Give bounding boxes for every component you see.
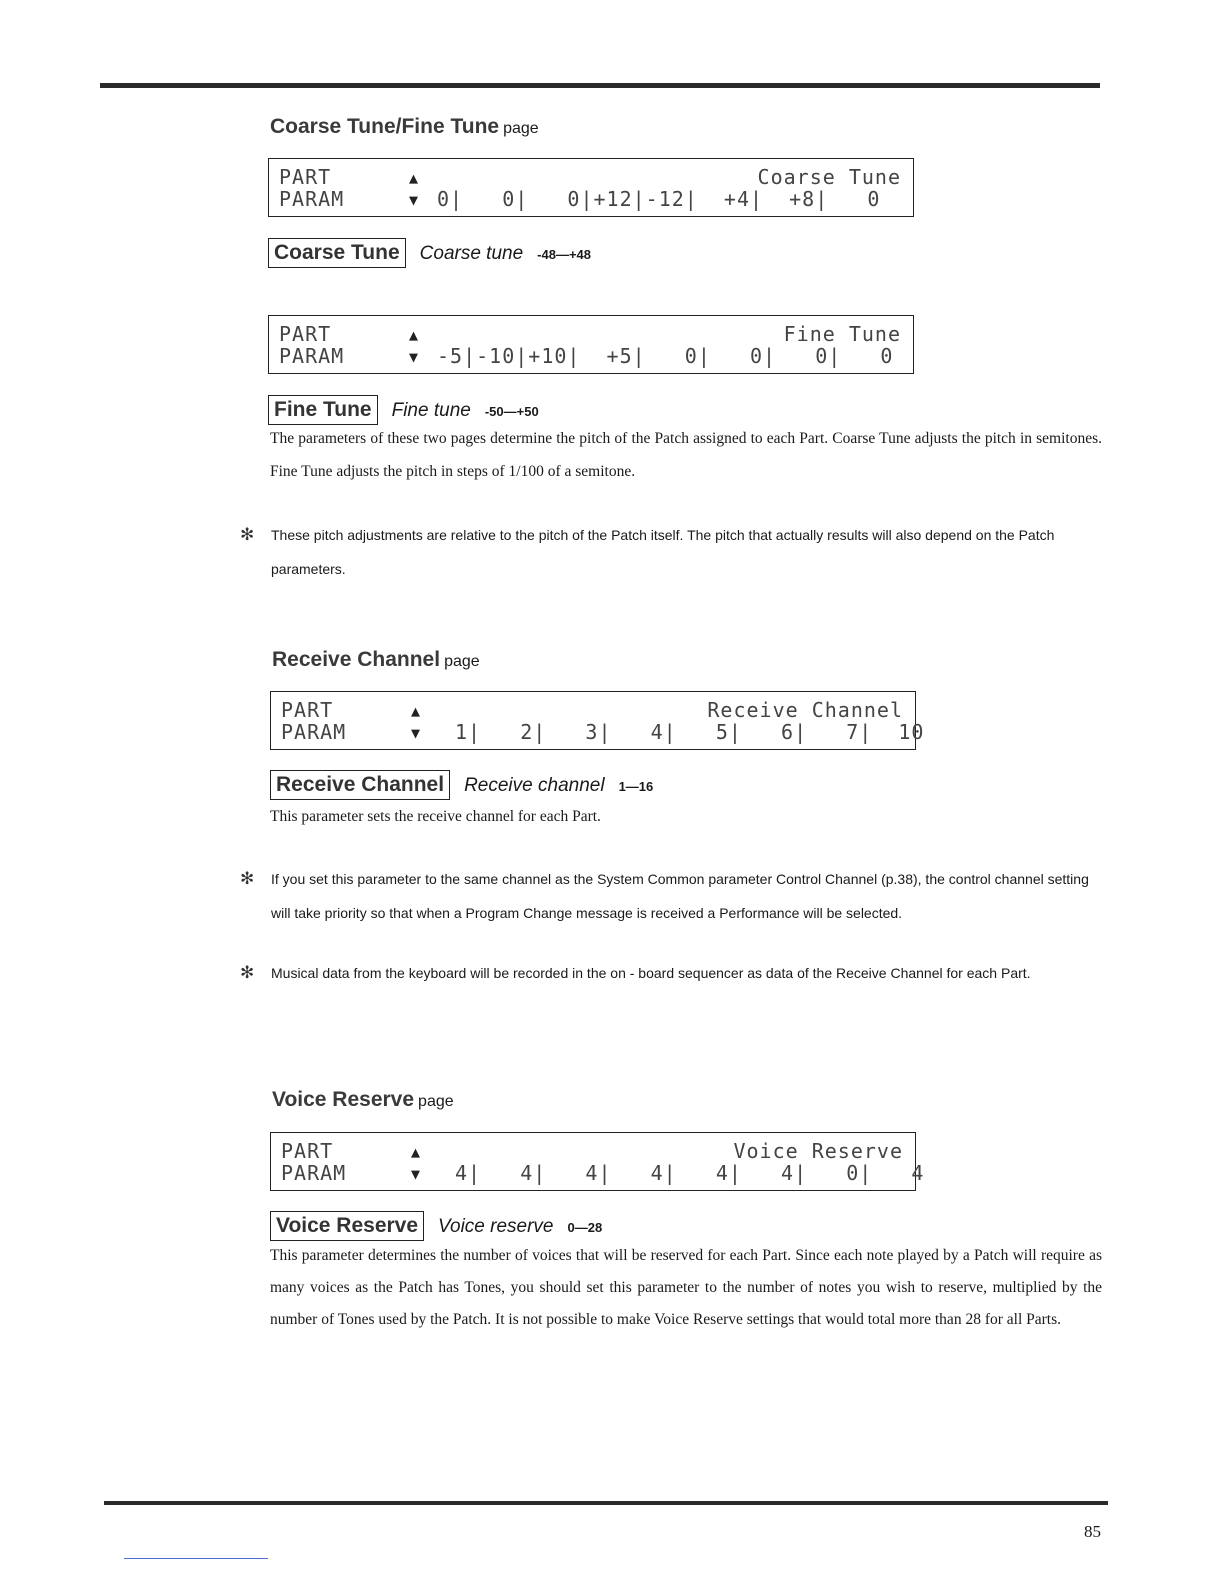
param-box: Receive Channel: [270, 770, 450, 800]
asterisk-icon: ✻: [240, 869, 255, 888]
receive-channel-heading: [272, 648, 480, 672]
lcd-param-label: PARAM: [281, 1161, 347, 1185]
param-desc: Fine tune: [391, 400, 471, 421]
asterisk-icon: ✻: [240, 963, 255, 982]
heading-suffix: page: [444, 653, 480, 670]
param-range: -48—+48: [537, 247, 592, 262]
voice-reserve-lcd: [270, 1132, 925, 1191]
lcd-part-label: PART: [281, 698, 334, 722]
heading-suffix: page: [418, 1093, 454, 1110]
lcd-param-label: PARAM: [279, 187, 345, 211]
param-box: Coarse Tune: [268, 238, 406, 268]
lcd-part-label: PART: [281, 1139, 334, 1163]
heading-suffix: page: [503, 120, 539, 137]
voice-reserve-heading: [272, 1088, 454, 1112]
lcd-values: 1| 2| 3| 4| 5| 6| 7| 10: [455, 720, 925, 744]
param-desc: Voice reserve: [438, 1216, 554, 1237]
voice-body-text: This parameter determines the number of voices that will be reserved for each Part. Since each note played by a Patch will require as many voices as the Patch has Tones, you should set this parameter to the number of notes you wish to reserve, multiplied by the number of Tones used by the Patch. It is not possible to make Voice Reserve settings that would total more than 28 for all Parts.: [270, 1247, 1102, 1328]
bottom-rule: [104, 1501, 1108, 1505]
coarse-fine-heading: [270, 115, 539, 139]
lcd-title: Voice Reserve: [733, 1139, 903, 1163]
scroll-up-icon: ▲: [411, 1143, 422, 1161]
receive-note-1: [240, 862, 1102, 930]
page-number: 85: [1084, 1522, 1101, 1541]
scroll-up-icon: ▲: [409, 326, 420, 344]
param-desc: Coarse tune: [419, 243, 524, 264]
param-range: 1—16: [618, 779, 654, 794]
lcd-values: 4| 4| 4| 4| 4| 4| 0| 4: [455, 1161, 925, 1185]
coarse-tune-lcd: [268, 158, 914, 217]
param-box: Fine Tune: [268, 395, 378, 425]
tune-body-text: The parameters of these two pages determine the pitch of the Patch assigned to each Part. Coarse Tune adjusts the pitch in semitones. Fine Tune adjusts the pitch in steps of 1/100 of a semitone.: [270, 430, 1102, 480]
note-text: If you set this parameter to the same channel as the System Common parameter Control Channel (p.38), the control channel setting will take priority so that when a Program Change message is received a Performance will be selected.: [271, 871, 1089, 921]
scroll-down-icon: ▼: [409, 348, 420, 366]
heading-text: Receive Channel: [272, 648, 441, 671]
scroll-down-icon: ▼: [409, 191, 420, 209]
fine-tune-param: [268, 395, 539, 425]
fine-tune-lcd: [268, 315, 914, 374]
footer-link-line: [124, 1558, 268, 1559]
asterisk-icon: ✻: [240, 525, 255, 544]
param-box: Voice Reserve: [270, 1211, 424, 1241]
lcd-part-label: PART: [279, 165, 332, 189]
scroll-up-icon: ▲: [409, 169, 420, 187]
lcd-part-label: PART: [279, 322, 332, 346]
scroll-down-icon: ▼: [411, 724, 422, 742]
heading-text: Voice Reserve: [272, 1088, 415, 1111]
receive-note-2: [240, 956, 1102, 990]
note-text: Musical data from the keyboard will be recorded in the on - board sequencer as data of the Receive Channel for each Part.: [271, 965, 1031, 981]
param-desc: Receive channel: [464, 775, 605, 796]
receive-channel-lcd: [270, 691, 925, 750]
receive-body-text: This parameter sets the receive channel for each Part.: [270, 808, 601, 825]
lcd-param-label: PARAM: [279, 344, 345, 368]
lcd-title: Coarse Tune: [757, 165, 901, 189]
lcd-title: Fine Tune: [783, 322, 901, 346]
lcd-param-label: PARAM: [281, 720, 347, 744]
lcd-title: Receive Channel: [707, 698, 903, 722]
scroll-down-icon: ▼: [411, 1165, 422, 1183]
coarse-tune-param: [268, 238, 591, 268]
param-range: 0—28: [567, 1220, 603, 1235]
tune-note: [240, 518, 1102, 586]
lcd-values: -5|-10|+10| +5| 0| 0| 0| 0: [437, 344, 894, 368]
lcd-values: 0| 0| 0|+12|-12| +4| +8| 0: [437, 187, 881, 211]
voice-reserve-param: [270, 1211, 602, 1241]
top-rule: [100, 83, 1100, 88]
heading-text: Coarse Tune/Fine Tune: [270, 115, 500, 138]
note-text: These pitch adjustments are relative to the pitch of the Patch itself. The pitch that actually results will also depend on the Patch parameters.: [271, 527, 1055, 577]
param-range: -50—+50: [484, 404, 539, 419]
receive-channel-param: [270, 770, 653, 800]
scroll-up-icon: ▲: [411, 702, 422, 720]
